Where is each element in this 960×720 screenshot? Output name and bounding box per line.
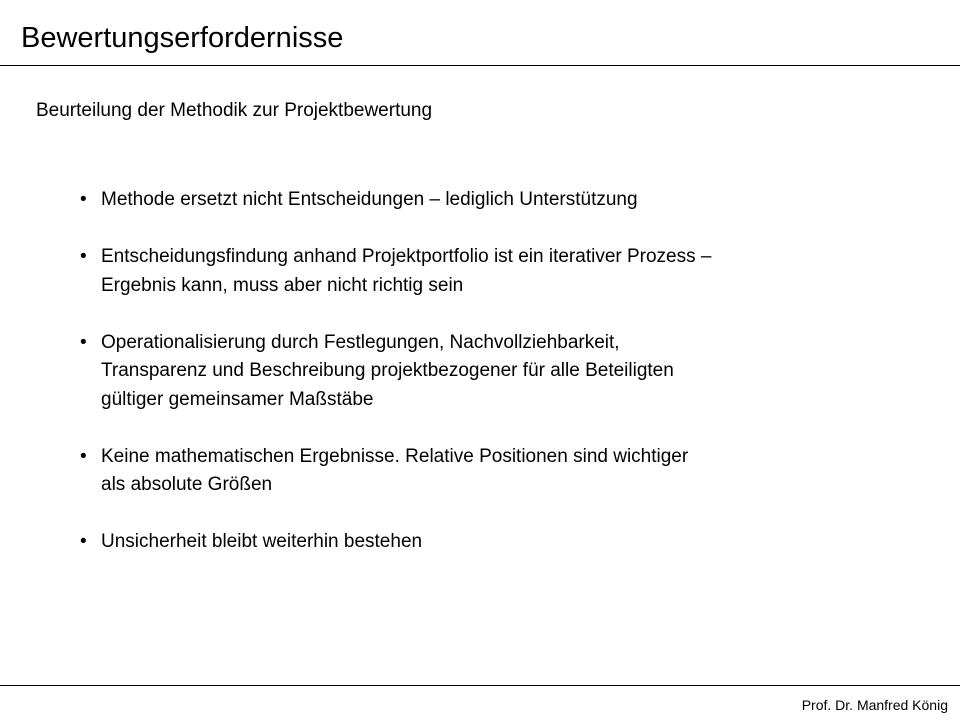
bullet-item bbox=[80, 528, 900, 557]
footer-divider bbox=[0, 685, 960, 686]
bullet-text-line: Ergebnis kann, muss aber nicht richtig sein bbox=[101, 274, 464, 296]
bullet-point-icon: • bbox=[80, 246, 87, 267]
bullet-text-line: als absolute Größen bbox=[101, 474, 273, 495]
bullet-text-line: gültiger gemeinsamer Maßstäbe bbox=[101, 388, 374, 410]
bullet-point-icon: • bbox=[80, 331, 87, 353]
bullet-text-line: Operationalisierung durch Festlegungen, Nachvollziehbarkeit, bbox=[101, 331, 620, 353]
bullet-list bbox=[80, 186, 900, 557]
bullet-text-line: Unsicherheit bleibt weiterhin bestehen bbox=[101, 531, 423, 552]
bullet-point-icon: • bbox=[80, 531, 87, 552]
bullet-item bbox=[80, 329, 900, 415]
bullet-item bbox=[80, 186, 900, 215]
bullet-text-line: Entscheidungsfindung anhand Projektportfolio ist ein iterativer Prozess – bbox=[101, 246, 712, 267]
bullet-point-icon: • bbox=[80, 445, 87, 467]
bullet-item bbox=[80, 443, 900, 500]
bullet-item bbox=[80, 243, 900, 300]
bullet-point-icon: • bbox=[80, 189, 87, 210]
bullet-text-line: Transparenz und Beschreibung projektbezogener für alle Beteiligten bbox=[101, 360, 674, 381]
slide-title: Bewertungserfordernisse bbox=[21, 22, 344, 54]
slide-subtitle: Beurteilung der Methodik zur Projektbewertung bbox=[36, 100, 433, 121]
bullet-text-line: Methode ersetzt nicht Entscheidungen – lediglich Unterstützung bbox=[101, 189, 638, 210]
bullet-text-line: Keine mathematischen Ergebnisse. Relative Positionen sind wichtiger bbox=[101, 445, 689, 467]
footer-author: Prof. Dr. Manfred König bbox=[801, 697, 948, 713]
title-divider bbox=[0, 65, 960, 66]
